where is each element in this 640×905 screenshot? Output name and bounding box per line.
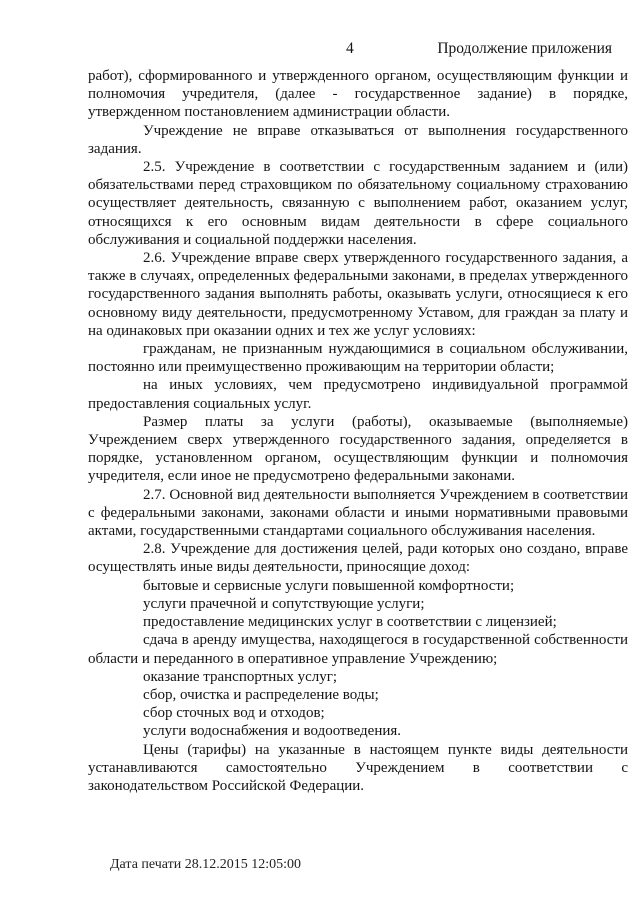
paragraph: 2.8. Учреждение для достижения целей, ради которых оно создано, вправе осуществлять иные виды деятельности, приносящие доход: [88,541,628,576]
paragraph: услуги прачечной и сопутствующие услуги; [143,595,425,612]
print-date: Дата печати 28.12.2015 12:05:00 [110,857,302,872]
paragraph: гражданам, не признанным нуждающимися в социальном обслуживании, постоянно или преимущественно проживающим на территории области; [88,341,628,376]
paragraph: 2.5. Учреждение в соответствии с государственным заданием и (или) обязательствами перед страховщиком по обязательному социальному страхованию осуществляет деятельность, связанную с выполнением работ, оказанием услуг, относящихся к его основным видам деятельности в сфере социального обслуживания и социальной поддержки населения. [88,159,628,248]
paragraph: 2.7. Основной вид деятельности выполняется Учреждением в соответствии с федеральными законами, законами области и иными нормативными правовыми актами, государственными стандартами социального обслуживания населения. [88,486,628,540]
paragraph: бытовые и сервисные услуги повышенной комфортности; [143,577,515,594]
paragraph: предоставление медицинских услуг в соответствии с лицензией; [143,614,557,631]
paragraph: на иных условиях, чем предусмотрено индивидуальной программой предоставления социальных услуг. [88,377,628,412]
paragraph: работ), сформированного и утвержденного органом, осуществляющим функции и полномочия учредителя, (далее - государственное задание) в порядке, утвержденном постановлением администрации области. [88,68,628,121]
document-body [88,67,628,795]
paragraph: Размер платы за услуги (работы), оказываемые (выполняемые) Учреждением сверх утвержденного государственного задания, определяется в порядке, установленном органом, осуществляющим функции и полномочия учредителя, если иное не предусмотрено федеральными законами. [88,413,628,485]
page-number: 4 [346,40,354,57]
paragraph: оказание транспортных услуг; [143,668,338,685]
paragraph: 2.6. Учреждение вправе сверх утвержденного государственного задания, а также в случаях, определенных федеральными законами, в пределах утвержденного государственного задания выполнять работы, оказывать услуги, относящиеся к его основному виду деятельности, предусмотренному Уставом, для граждан за плату и на одинаковых при оказании одних и тех же услуг условиях: [88,250,628,339]
paragraph: сдача в аренду имущества, находящегося в государственной собственности области и переданного в оперативное управление Учреждению; [88,632,628,667]
header-title: Продолжение приложения [437,40,612,57]
paragraph: Учреждение не вправе отказываться от выполнения государственного задания. [88,122,628,157]
paragraph: сбор, очистка и распределение воды; [143,686,379,703]
paragraph: Цены (тарифы) на указанные в настоящем пункте виды деятельности устанавливаются самостоятельно Учреждением в соответствии с законодательством Российской Федерации. [88,741,628,794]
paragraph: сбор сточных вод и отходов; [143,705,325,722]
paragraph: услуги водоснабжения и водоотведения. [143,723,402,740]
